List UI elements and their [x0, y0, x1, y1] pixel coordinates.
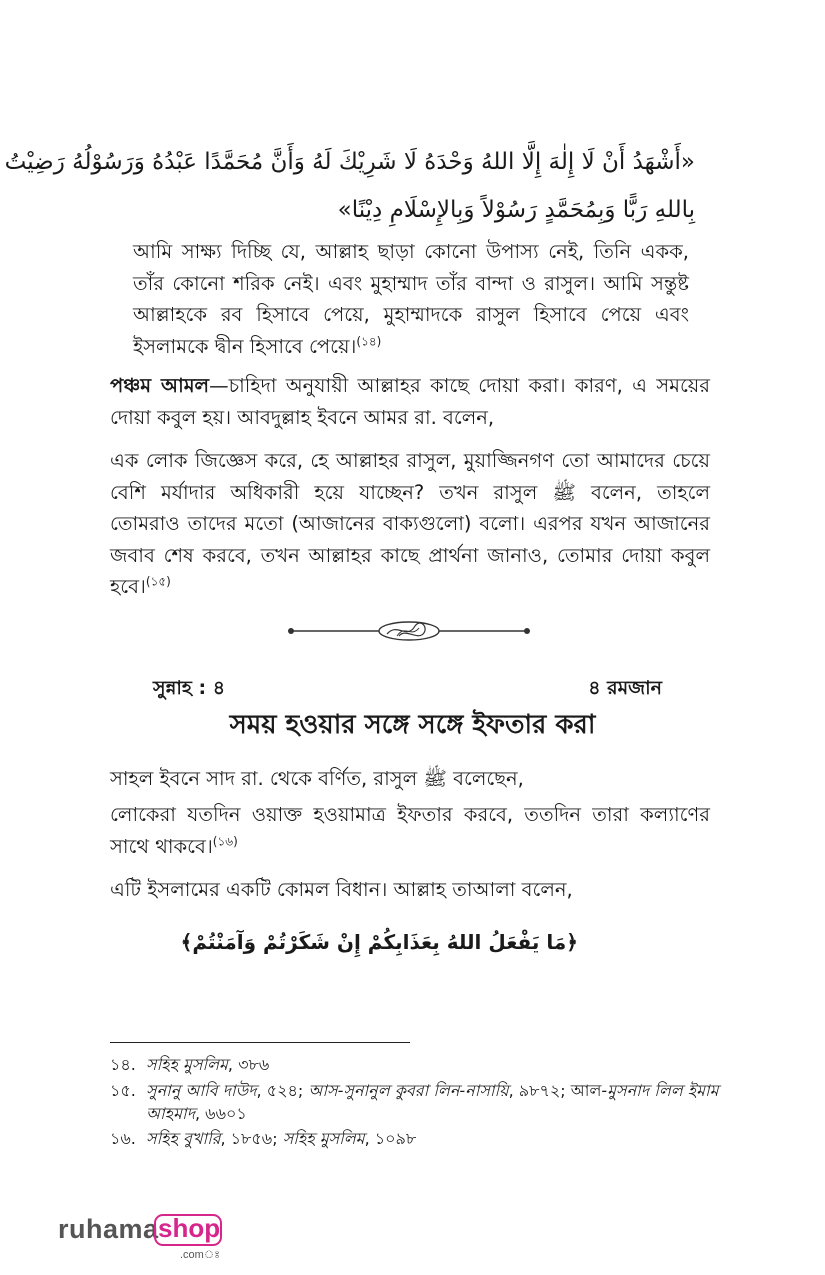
- footnote-ref-16: (১৬): [212, 834, 238, 848]
- fifth-amal-label: পঞ্চম আমল: [110, 374, 210, 397]
- dua-translation: [133, 236, 689, 362]
- section-title: সময় হওয়ার সঙ্গে সঙ্গে ইফতার করা: [229, 710, 596, 740]
- footnote-line: [146, 1127, 715, 1150]
- footnote-number: ১৪.: [110, 1055, 136, 1074]
- hadith-iftar: [110, 799, 710, 862]
- quran-intro: [110, 874, 710, 906]
- footnote-16: [110, 1127, 715, 1151]
- source-ref: , ৩৮৬: [227, 1055, 270, 1074]
- source-title: সহিহ মুসলিম: [146, 1055, 228, 1074]
- hadith1-line-5: [110, 571, 710, 603]
- arabic-dua: [4, 138, 695, 234]
- source-title: মুসনাদ লিল ইমাম: [607, 1081, 719, 1100]
- footnote-14: [110, 1053, 715, 1077]
- sunnah-number-label: সুন্নাহ : ৪: [153, 677, 226, 699]
- footnote-text: [146, 1079, 719, 1125]
- hadith2-line-2-text: সাথে থাকবে।: [110, 834, 213, 858]
- narration-intro-line: সাহল ইবনে সাদ রা. থেকে বর্ণিত, রাসুল ﷺ বলেছেন,: [110, 767, 524, 790]
- footnote-number: ১৬.: [110, 1129, 136, 1148]
- footnote-line: [146, 1053, 715, 1076]
- source-title: আস-সুনানুল কুবরা লিন-নাসায়ি: [308, 1081, 509, 1100]
- source-ref: , ৬৬০১: [195, 1104, 247, 1123]
- source-ref: , ৫২৪;: [256, 1081, 309, 1100]
- translation-line-2: তাঁর কোনো শরিক নেই। এবং মুহাম্মাদ তাঁর বান্দা ও রাসুল। আমি সন্তুষ্ট: [133, 271, 689, 295]
- quran-intro-line: এটি ইসলামের একটি কোমল বিধান। আল্লাহ তাআলা বলেন,: [110, 878, 573, 901]
- footnote-text: [146, 1127, 715, 1150]
- fifth-amal-line-1-text: —চাহিদা অনুযায়ী আল্লাহর কাছে দোয়া করা। কারণ, এ সময়ের: [209, 374, 711, 397]
- source-ref: , ১৮৫৬;: [220, 1129, 283, 1148]
- logo-text-ruhama: ruhama: [58, 1214, 159, 1244]
- translation-line-4-text: ইসলামকে দ্বীন হিসাবে পেয়ে।: [133, 334, 357, 358]
- footnote-line: [146, 1102, 715, 1125]
- hadith2-line-2: [110, 831, 710, 863]
- fifth-amal-paragraph: [110, 370, 710, 433]
- source-title: সুনানু আবি দাউদ: [146, 1081, 257, 1100]
- fifth-amal-line-1: [110, 370, 710, 402]
- footnote-number: ১৫.: [110, 1081, 136, 1100]
- hadith1-line-5-text: হবে।: [110, 575, 146, 598]
- hadith1-line-2: বেশি মর্যাদার অধিকারী হয়ে যাচ্ছেন? তখন রাসুল ﷺ বলেন, তাহলে: [110, 480, 710, 504]
- footnote-ref-14: (১৪): [356, 334, 382, 348]
- source-ref: , ১০৯৮: [364, 1129, 417, 1148]
- footnote-15: [110, 1079, 719, 1127]
- footnote-text: [146, 1053, 715, 1076]
- hadith-muadhdhin: [110, 445, 710, 603]
- translation-line-4: [133, 331, 689, 363]
- hadith1-line-3: তোমরাও তাদের মতো (আজানের বাক্যগুলো) বলো। এরপর যখন আজানের: [110, 512, 710, 535]
- source-title: সহিহ বুখারি: [146, 1129, 221, 1148]
- hadith2-line-1: লোকেরা যতদিন ওয়াক্ত হওয়ামাত্র ইফতার করবে, ততদিন তারা কল্যাণের: [110, 803, 710, 826]
- source-title: আহমাদ: [146, 1104, 195, 1123]
- ruhamashop-logo: [58, 1212, 223, 1260]
- arabic-dua-line-2: بِاللهِ رَبًّا وَبِمُحَمَّدٍ رَسُوْلاً وَبِالإِسْلَامِ دِيْنًا»: [337, 197, 695, 223]
- footnote-ref-15: (১৫): [145, 574, 171, 589]
- hadith1-line-1: এক লোক জিজ্ঞেস করে, হে আল্লাহর রাসুল, মুয়াজ্জিনগণ তো আমাদের চেয়ে: [110, 449, 710, 472]
- ramadan-day-label: ৪ রমজান: [588, 677, 662, 699]
- translation-line-1: আমি সাক্ষ্য দিচ্ছি যে, আল্লাহ ছাড়া কোনো উপাস্য নেই, তিনি একক,: [133, 240, 689, 263]
- fifth-amal-line-2: দোয়া কবুল হয়। আবদুল্লাহ ইবনে আমর রা. বলেন,: [110, 405, 495, 429]
- translation-line-3: আল্লাহকে রব হিসাবে পেয়ে, মুহাম্মাদকে রাসুল হিসাবে পেয়ে এবং: [133, 303, 689, 326]
- ornament-divider: [287, 618, 531, 644]
- source-ref: , ৯৮৭২; আল-: [508, 1081, 608, 1100]
- footnote-divider: [110, 1042, 410, 1043]
- source-title: সহিহ মুসলিম: [282, 1129, 365, 1148]
- arabic-dua-line-1: «أَشْهَدُ أَنْ لَا إِلٰهَ إِلَّا اللهُ وَحْدَهُ لَا شَرِيْكَ لَهُ وَأَنَّ مُحَمَّدًا عَبْدُهُ وَرَسُوْلُهُ رَضِيْتُ: [4, 149, 695, 175]
- logo-text-shop: shop: [158, 1213, 221, 1243]
- logo-text-com: .comঃ: [180, 1249, 221, 1261]
- hadith1-line-4: জবাব শেষ করবে, তখন আল্লাহর কাছে প্রার্থনা জানাও, তোমার দোয়া কবুল: [110, 543, 710, 567]
- quran-verse: ﴿مَا يَفْعَلُ اللهُ بِعَذَابِكُمْ إِنْ شَكَرْتُمْ وَآمَنْتُمْ﴾: [180, 930, 578, 954]
- footnote-line: [146, 1079, 719, 1102]
- narration-intro: [110, 763, 710, 795]
